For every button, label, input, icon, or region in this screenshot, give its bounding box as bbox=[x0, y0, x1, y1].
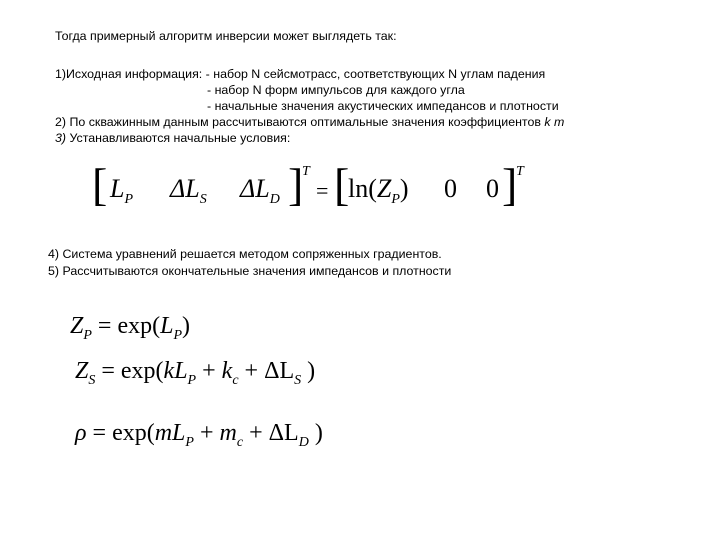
step-1-sub-1: - набор N форм импульсов для каждого угла bbox=[207, 83, 465, 97]
step-3-text bbox=[55, 131, 290, 146]
step-5-text: 5) Рассчитываются окончательные значения импедансов и плотности bbox=[48, 264, 452, 278]
right-bracket-close: ] bbox=[502, 159, 518, 210]
left-bracket-close: ] bbox=[288, 159, 304, 210]
transpose-2: T bbox=[516, 164, 524, 179]
step-2-label: 2) По скважинным данным рассчитываются оптимальные значения коэффициентов bbox=[55, 115, 545, 129]
transpose-1: T bbox=[302, 164, 310, 179]
formula-zs: $Z_S = \exp(kL_P + k_c + \Delta L_S$ ) bbox=[75, 358, 316, 388]
formula-rho: $\rho = \exp(mL_P + m_c + \Delta L_D$ ) bbox=[75, 420, 323, 450]
step-4-text: 4) Система уравнений решается методом сопряженных градиентов. bbox=[48, 247, 442, 261]
step-2-text bbox=[55, 115, 564, 130]
intro-text: Тогда примерный алгоритм инверсии может выглядеть так: bbox=[55, 29, 397, 43]
step-3-label: Устанавливаются начальные условия: bbox=[66, 131, 291, 145]
dld-term: $\Delta L_D$ bbox=[240, 174, 280, 207]
zero-2: 0 bbox=[486, 174, 499, 203]
dls-term: $\Delta L_S$ bbox=[170, 174, 207, 207]
equals-sign: = bbox=[316, 178, 329, 203]
initial-conditions-equation bbox=[92, 159, 532, 216]
lp-term: $L_P$ bbox=[110, 174, 134, 207]
ln-term: $\ln(Z_P)$ bbox=[348, 174, 409, 207]
left-bracket-open: [ bbox=[92, 159, 108, 210]
step-1-sub-2: - начальные значения акустических импедансов и плотности bbox=[207, 99, 559, 113]
right-bracket-open: [ bbox=[334, 159, 350, 210]
zero-1: 0 bbox=[444, 174, 457, 203]
step-2-vars: k m bbox=[544, 115, 565, 129]
step-1-text: 1)Исходная информация: - набор N сейсмотрасс, соответствующих N углам падения bbox=[55, 67, 546, 81]
step-3-number: 3) bbox=[55, 131, 67, 145]
formula-zp: $Z_P = \exp(L_P)$ bbox=[70, 313, 191, 343]
